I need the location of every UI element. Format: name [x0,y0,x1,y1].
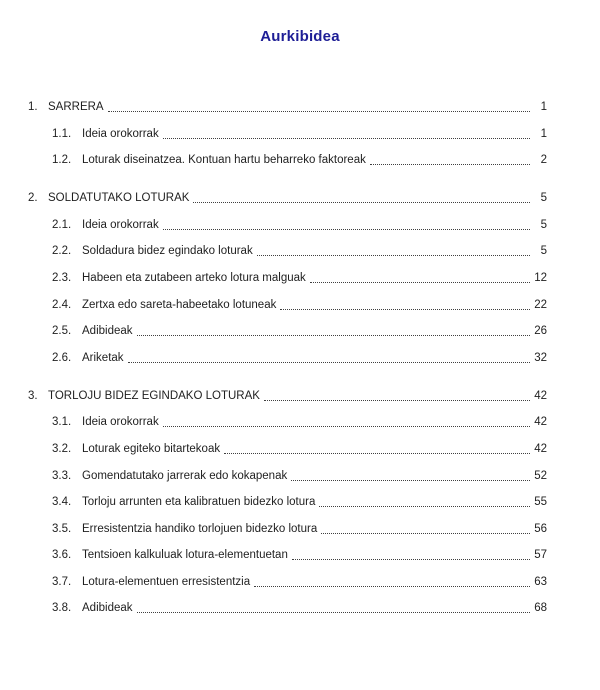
toc-entry-page: 55 [534,496,547,509]
toc-entry[interactable] [28,409,547,436]
toc-entry[interactable] [28,542,547,569]
toc-entry-number: 3.4. [52,496,72,509]
toc-entry-page: 63 [534,575,547,588]
toc-entry-label: TORLOJU BIDEZ EGINDAKO LOTURAK [48,389,260,402]
dot-leader [128,345,530,363]
dot-leader [310,265,530,283]
toc-entry-page: 42 [534,389,547,402]
toc-entry-label: Adibideak [82,325,133,338]
toc-entry[interactable] [28,185,547,212]
dot-leader [321,516,530,534]
toc-entry-label: Habeen eta zutabeen arteko lotura malguak [82,271,306,284]
toc-entry-page: 22 [534,298,547,311]
toc-entry-number: 2.1. [52,218,72,231]
toc-entry-number: 1.1. [52,127,72,140]
toc-entry-page: 32 [534,351,547,364]
toc-entry[interactable] [28,238,547,265]
dot-leader [257,238,530,256]
toc-entry-number: 3.3. [52,469,72,482]
dot-leader [280,292,530,310]
dot-leader [370,147,530,165]
dot-leader [264,383,530,401]
dot-leader [137,318,530,336]
toc-entry-label: Loturak diseinatzea. Kontuan hartu beharreko faktoreak [82,154,366,167]
toc-entry-number: 3.6. [52,549,72,562]
dot-leader [163,409,530,427]
toc-entry[interactable] [28,516,547,543]
dot-leader [319,489,530,507]
table-of-contents [28,94,547,622]
toc-entry-label: Soldadura bidez egindako loturak [82,245,253,258]
toc-entry-number: 2.3. [52,271,72,284]
toc-entry-number: 3.7. [52,575,72,588]
toc-entry-label: Erresistentzia handiko torlojuen bidezko lotura [82,522,318,535]
dot-leader [224,436,530,454]
toc-entry-page: 57 [534,549,547,562]
toc-entry-number: 2.4. [52,298,72,311]
toc-entry[interactable] [28,345,547,372]
toc-entry-label: Lotura-elementuen erresistentzia [82,575,251,588]
toc-entry-label: Tentsioen kalkuluak lotura-elementuetan [82,549,288,562]
toc-entry[interactable] [28,147,547,174]
toc-entry-page: 68 [534,602,547,615]
toc-entry-number: 1. [28,101,38,113]
dot-leader [254,569,530,587]
toc-entry[interactable] [28,121,547,148]
toc-entry-number: 2.5. [52,325,72,338]
toc-entry-page: 12 [534,271,547,284]
toc-entry-page: 1 [540,127,547,140]
toc-entry-number: 3.8. [52,602,72,615]
toc-entry[interactable] [28,569,547,596]
toc-entry-number: 2.6. [52,351,72,364]
toc-entry-label: Gomendatutako jarrerak edo kokapenak [82,469,288,482]
toc-entry-number: 3. [28,389,38,402]
dot-leader [292,542,530,560]
toc-entry-number: 3.5. [52,522,72,535]
toc-entry-number: 2.2. [52,245,72,258]
dot-leader [137,595,530,613]
toc-entry[interactable] [28,463,547,490]
page-title: Aurkibidea [260,28,340,45]
toc-entry-label: Zertxa edo sareta-habeetako lotuneak [82,298,277,311]
toc-entry-page: 56 [534,522,547,535]
toc-entry[interactable] [28,94,547,121]
toc-entry-label: Ideia orokorrak [82,218,159,231]
toc-entry-label: Ideia orokorrak [82,416,159,429]
toc-entry-page: 5 [540,245,547,258]
toc-entry-page: 52 [534,469,547,482]
toc-entry[interactable] [28,383,547,410]
toc-entry-page: 5 [540,218,547,231]
toc-entry-label: Torloju arrunten eta kalibratuen bidezko lotura [82,496,316,509]
toc-entry-number: 3.1. [52,416,72,429]
toc-entry-label: Adibideak [82,602,133,615]
document-page [0,28,600,622]
toc-entry[interactable] [28,318,547,345]
toc-entry-label: SARRERA [48,101,104,113]
toc-entry-page: 1 [540,101,547,113]
toc-entry-page: 42 [534,442,547,455]
dot-leader [108,94,530,112]
toc-entry-number: 2. [28,192,38,205]
toc-entry-label: Ariketak [82,351,124,364]
dot-leader [291,463,530,481]
toc-entry-page: 2 [540,154,547,167]
toc-entry[interactable] [28,489,547,516]
toc-entry-number: 3.2. [52,442,72,455]
toc-entry[interactable] [28,265,547,292]
toc-entry-page: 5 [540,192,547,205]
toc-entry[interactable] [28,212,547,239]
toc-entry-label: Loturak egiteko bitartekoak [82,442,221,455]
toc-entry-page: 26 [534,325,547,338]
toc-entry-label: Ideia orokorrak [82,127,159,140]
toc-entry-label: SOLDATUTAKO LOTURAK [48,192,190,205]
toc-entry[interactable] [28,292,547,319]
toc-entry[interactable] [28,595,547,622]
toc-entry-number: 1.2. [52,154,72,167]
dot-leader [193,185,530,203]
dot-leader [163,121,530,139]
toc-entry[interactable] [28,436,547,463]
dot-leader [163,212,530,230]
toc-entry-page: 42 [534,416,547,429]
